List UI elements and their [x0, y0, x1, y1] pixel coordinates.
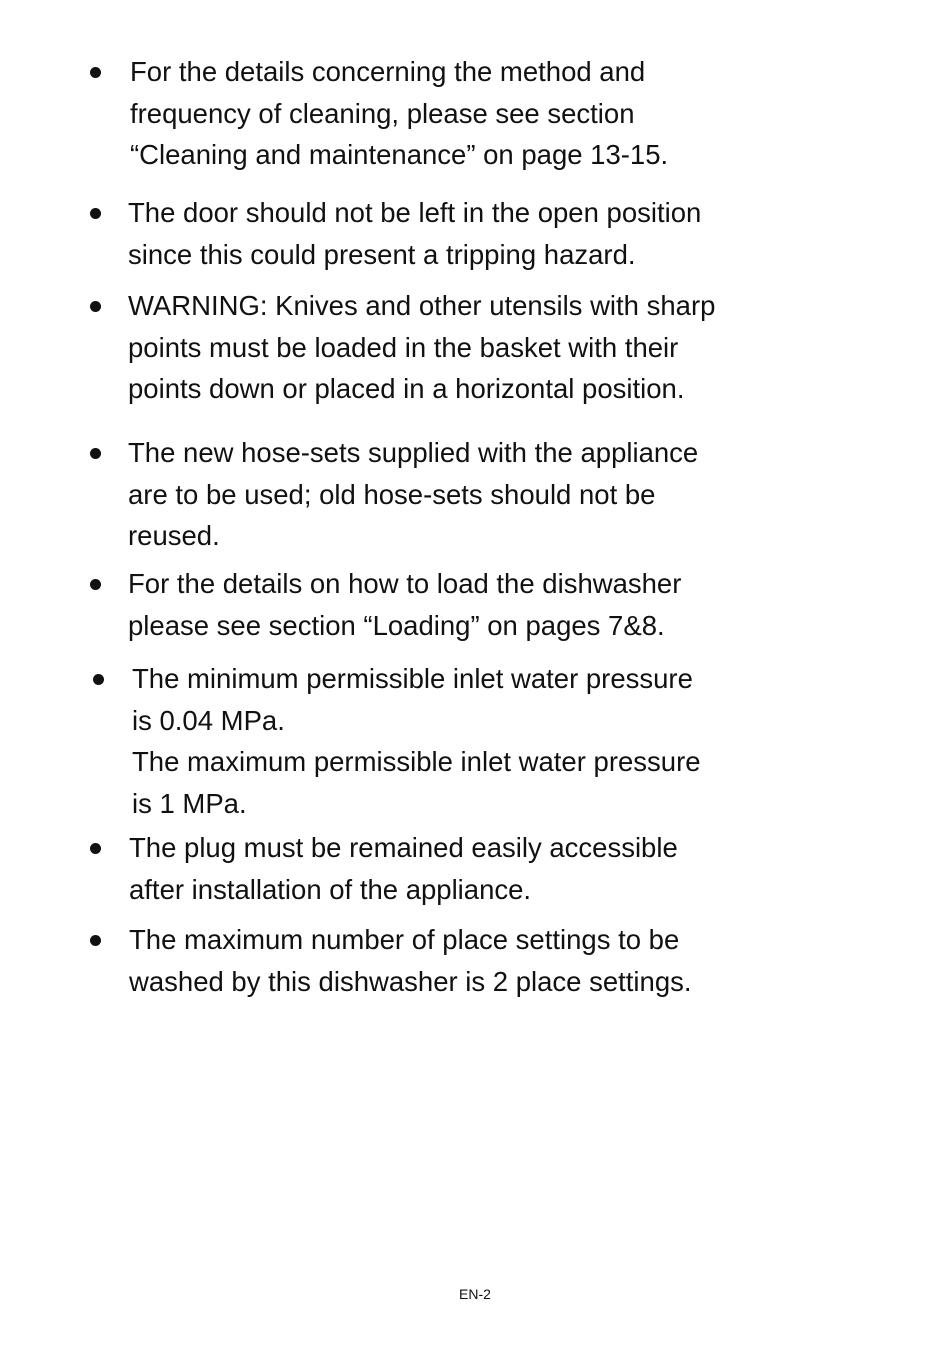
bullet-icon — [90, 843, 101, 854]
text-line: The door should not be left in the open position — [128, 197, 702, 228]
item-text — [128, 563, 818, 646]
item-text — [128, 285, 818, 410]
bullet-icon — [90, 935, 101, 946]
text-line: reused. — [128, 520, 220, 552]
bullet-icon — [93, 674, 104, 685]
bullet-icon — [90, 579, 101, 590]
item-text — [129, 827, 819, 910]
text-line: The minimum permissible inlet water pressure — [132, 663, 693, 694]
text-line: is 1 MPa. — [132, 788, 247, 820]
text-line: For the details on how to load the dishwasher — [128, 568, 682, 599]
text-line: is 0.04 MPa. — [132, 704, 285, 736]
text-line: points down or placed in a horizontal position. — [128, 373, 685, 405]
text-line: The maximum number of place settings to be — [129, 924, 680, 955]
page-number: EN-2 — [459, 1286, 491, 1302]
text-line: “Cleaning and maintenance” on page 13-15. — [130, 139, 669, 171]
text-line: points must be loaded in the basket with their — [128, 331, 679, 363]
bullet-icon — [90, 301, 101, 312]
bullet-icon — [90, 448, 101, 459]
text-line: The plug must be remained easily accessible — [129, 832, 678, 863]
text-line: The maximum permissible inlet water pressure — [132, 746, 701, 778]
bullet-icon — [90, 208, 101, 219]
text-line: please see section “Loading” on pages 7&8. — [128, 609, 665, 641]
item-text — [132, 658, 822, 825]
text-line: are to be used; old hose-sets should not be — [128, 478, 656, 510]
text-line: since this could present a tripping hazard. — [128, 238, 636, 270]
text-line: frequency of cleaning, please see section — [130, 97, 635, 129]
item-text — [128, 432, 818, 557]
item-text — [128, 192, 818, 275]
text-line: after installation of the appliance. — [129, 873, 532, 905]
item-text — [130, 51, 820, 176]
text-line: The new hose-sets supplied with the appliance — [128, 437, 699, 468]
text-line: washed by this dishwasher is 2 place settings. — [129, 965, 692, 997]
bullet-icon — [90, 67, 101, 78]
text-line: For the details concerning the method and — [130, 56, 646, 87]
item-text — [129, 919, 819, 1002]
text-line: WARNING: Knives and other utensils with sharp — [128, 290, 716, 321]
